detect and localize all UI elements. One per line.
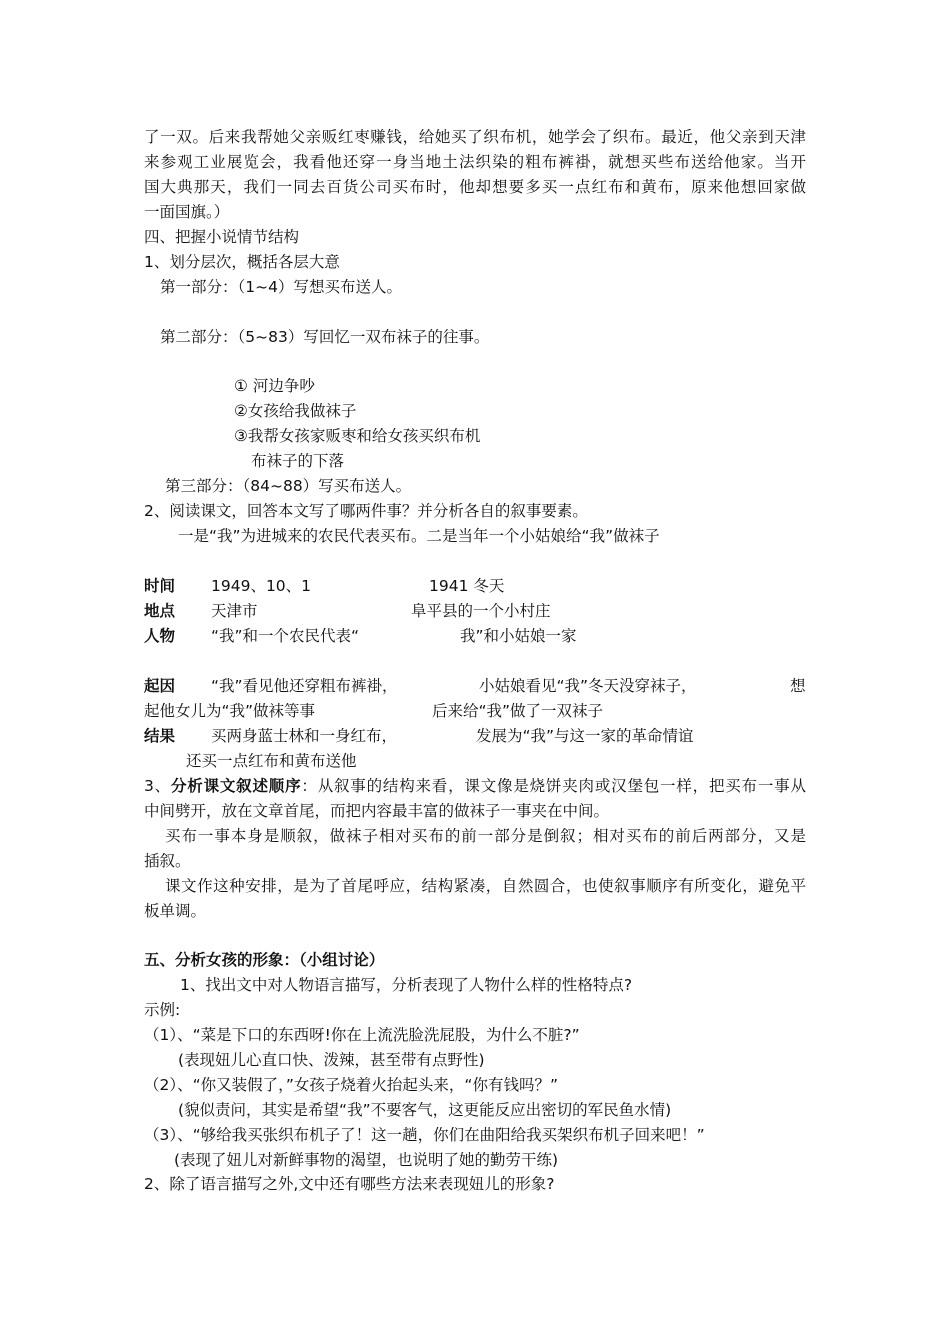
result-line2: 还买一点红布和黄布送他	[186, 752, 357, 770]
q3-para3-line1: 课文作这种安排，是为了首尾呼应，结构紧凑，自然圆合，也使叙事顺序有所变化，避免平	[165, 877, 806, 895]
part2-text: 第二部分：（5~83）写回忆一双布袜子的往事。	[160, 328, 490, 346]
section4-q1: 1、划分层次，概括各层大意	[144, 253, 340, 271]
section4-q2-answer: 一是“我”为进城来的农民代表买布。二是当年一个小姑娘给“我”做袜子	[178, 527, 660, 545]
people-label: 人物	[144, 627, 176, 645]
example-3: （3）、“够给我买张织布机子了！这一趟，你们在曲阳给我买架织布机子回来吧！”	[144, 1126, 705, 1144]
example-1-note: (表现妞儿心直口快、泼辣，甚至带有点野性)	[178, 1051, 485, 1069]
section5-q2: 2、除了语言描写之外,文中还有哪些方法来表现妞儿的形象?	[144, 1175, 555, 1193]
story-line-4: 一面国旗。）	[144, 203, 230, 221]
q3-line1-rest: ：从叙事的结构来看，课文像是烧饼夹肉或汉堡包一样，把买布一事从	[301, 777, 806, 795]
part2-sub4: 布袜子的下落	[251, 452, 345, 470]
part2-sub3: ③我帮女孩家贩枣和给女孩买织布机	[234, 427, 481, 445]
cause-line2-b: 后来给“我”做了一双袜子	[432, 702, 604, 720]
example-label: 示例:	[144, 1001, 181, 1019]
example-2-note: (貌似责问，其实是希望“我”不要客气，这更能反应出密切的军民鱼水情)	[178, 1101, 672, 1119]
cause-value-c: 想	[790, 677, 806, 695]
time-label: 时间	[144, 577, 176, 595]
story-line-3: 国大典那天，我们一同去百货公司买布时，他却想要多买一点红布和黄布，原来他想回家做	[144, 178, 806, 196]
result-label: 结果	[144, 727, 176, 745]
place-value-b: 阜平县的一个小村庄	[411, 602, 551, 620]
q3-para2-line2: 插叙。	[144, 852, 191, 870]
place-value-a: 天津市	[211, 602, 258, 620]
people-value-b: 我”和小姑娘一家	[460, 627, 577, 645]
section5-q1: 1、找出文中对人物语言描写，分析表现了人物什么样的性格特点?	[180, 976, 633, 994]
part3-text: 第三部分：（84~88）写买布送人。	[165, 477, 412, 495]
example-1: （1）、“菜是下口的东西呀!你在上流洗脸洗屁股，为什么不脏?”	[144, 1026, 580, 1044]
result-value-b: 发展为“我”与这一家的革命情谊	[476, 727, 694, 745]
cause-line2-a: 起他女儿为“我”做袜等事	[144, 702, 316, 720]
part2-sub1: ① 河边争吵	[234, 377, 315, 395]
section4-heading: 四、把握小说情节结构	[144, 228, 300, 246]
cause-value-b: 小姑娘看见“我”冬天没穿袜子，	[479, 677, 697, 695]
q3-bold-title: 分析课文叙述顺序	[170, 777, 302, 795]
story-line-2: 来参观工业展览会，我看他还穿一身当地土法织染的粗布裤褂，就想买些布送给他家。当开	[144, 153, 806, 171]
part1-text: 第一部分：（1~4）写想买布送人。	[160, 278, 402, 296]
story-line-1: 了一双。后来我帮她父亲贩红枣赚钱，给她买了织布机，她学会了织布。最近，他父亲到天津	[144, 128, 806, 146]
place-label: 地点	[144, 602, 176, 620]
q3-line-1	[144, 774, 806, 798]
section5-heading: 五、分析女孩的形象：（小组讨论）	[144, 951, 385, 969]
cause-label: 起因	[144, 677, 176, 695]
example-2: （2）、“你又装假了，”女孩子烧着火抬起头来，“你有钱吗？”	[144, 1076, 558, 1094]
example-3-note: (表现了妞儿对新鲜事物的渴望，也说明了她的勤劳干练)	[174, 1151, 559, 1169]
q3-para2-line1: 买布一事本身是顺叙，做袜子相对买布的前一部分是倒叙；相对买布的前后两部分，又是	[165, 827, 806, 845]
time-value-b: 1941 冬天	[429, 577, 505, 595]
section4-q2: 2、阅读课文，回答本文写了哪两件事？并分析各自的叙事要素。	[144, 502, 588, 520]
result-value-a: 买两身蓝士林和一身红布，	[211, 727, 398, 745]
cause-value-a: “我”看见他还穿粗布裤褂，	[211, 677, 398, 695]
q3-prefix: 3、	[144, 777, 171, 795]
q3-line-2: 中间劈开，放在文章首尾，而把内容最丰富的做袜子一事夹在中间。	[144, 802, 610, 820]
q3-para3-line2: 板单调。	[144, 902, 207, 920]
time-value-a: 1949、10、1	[211, 577, 312, 595]
people-value-a: “我”和一个农民代表“	[211, 627, 360, 645]
part2-sub2: ②女孩给我做袜子	[234, 402, 357, 420]
